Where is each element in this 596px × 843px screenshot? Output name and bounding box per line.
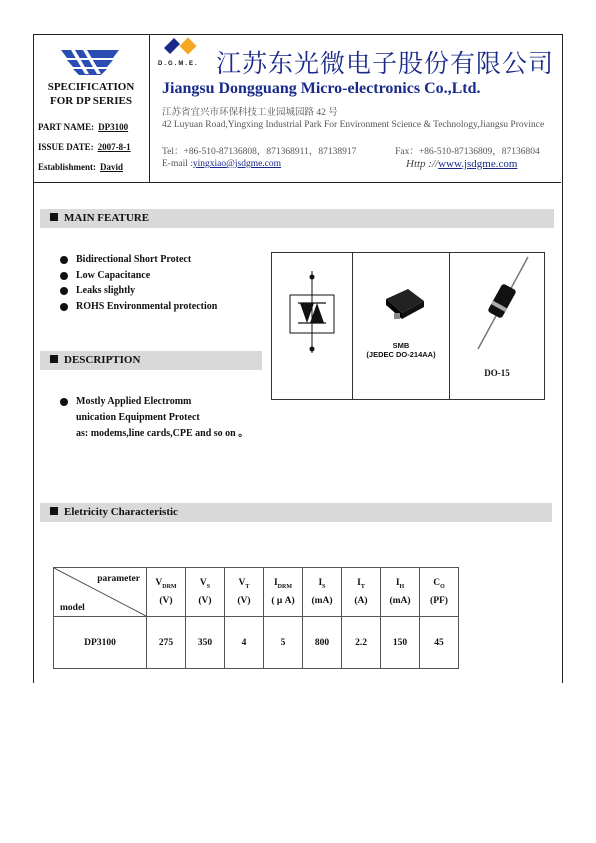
- package-figure-box: [271, 252, 545, 400]
- col-symbol: V: [238, 578, 246, 589]
- value-cell: 5: [264, 617, 303, 669]
- value-cell: 150: [381, 617, 420, 669]
- do15-package-icon: [472, 255, 532, 351]
- header-model-label: model: [60, 603, 85, 613]
- description-line: as: modems,line cards,CPE and so on 。: [76, 428, 249, 439]
- issue-date-value: 2007-8-1: [97, 142, 131, 152]
- table-row: [54, 617, 459, 669]
- company-name-en: Jiangsu Dongguang Micro-electronics Co.,Ltd.: [162, 80, 481, 97]
- column-header: [225, 568, 264, 617]
- header-corner-cell: [54, 568, 147, 617]
- header-left-panel: [33, 34, 150, 182]
- feature-text: ROHS Environmental protection: [76, 300, 218, 312]
- col-unit: (V): [198, 595, 212, 606]
- col-symbol: V: [199, 578, 207, 589]
- bullet-dot-icon: [60, 303, 68, 311]
- col-unit: (V): [237, 595, 251, 606]
- description-line: unication Equipment Protect: [76, 412, 200, 423]
- model-cell: DP3100: [54, 617, 147, 669]
- main-feature-list: [60, 252, 217, 314]
- electricity-title: Eletricity Characteristic: [64, 506, 178, 518]
- part-name-value: DP3100: [98, 122, 129, 132]
- divider: [352, 253, 353, 399]
- col-subscript: S: [322, 583, 326, 590]
- electricity-table: [53, 567, 459, 669]
- email-label: E-mail :: [162, 159, 193, 169]
- col-subscript: O: [440, 583, 445, 590]
- smb-label: [354, 341, 448, 359]
- col-symbol: I: [318, 578, 323, 589]
- smb-name: SMB: [392, 341, 410, 350]
- col-unit: (mA): [311, 595, 333, 606]
- col-symbol: I: [273, 578, 278, 589]
- column-header: [147, 568, 186, 617]
- col-unit: (V): [159, 595, 173, 606]
- tel-fax-row: [162, 143, 540, 157]
- col-unit: (A): [354, 595, 368, 606]
- square-bullet-icon: [50, 507, 58, 515]
- header-right-panel: [150, 34, 561, 182]
- col-subscript: T: [360, 583, 365, 590]
- list-item: [60, 299, 217, 315]
- list-item: [60, 268, 217, 284]
- col-symbol: C: [433, 578, 441, 589]
- col-unit: (PF): [430, 595, 448, 606]
- col-subscript: H: [399, 583, 405, 590]
- spec-title-line-2: FOR DP SERIES: [50, 95, 132, 107]
- part-name-row: [38, 122, 128, 132]
- establishment-value: David: [100, 162, 124, 172]
- description-header: [40, 351, 262, 370]
- bullet-dot-icon: [60, 256, 68, 264]
- bullet-dot-icon: [60, 398, 68, 406]
- tel-text: Tel：+86-510-87136808，871368911，87138917: [162, 147, 357, 157]
- establishment-label: Establishment:: [38, 162, 97, 172]
- value-cell: 800: [303, 617, 342, 669]
- col-symbol: V: [155, 578, 163, 589]
- company-name-cn: 江苏东光微电子股份有限公司: [216, 49, 555, 78]
- fax-text: Fax：+86-510-87136809，87136804: [395, 147, 540, 157]
- smb-jedec: (JEDEC DO-214AA): [366, 350, 436, 359]
- table-header-row: [54, 568, 459, 617]
- bidirectional-thyristor-symbol-icon: [280, 267, 344, 359]
- main-feature-title: MAIN FEATURE: [64, 212, 150, 224]
- col-subscript: S: [206, 583, 211, 590]
- value-cell: 350: [186, 617, 225, 669]
- square-bullet-icon: [50, 355, 58, 363]
- col-unit: ( μ A): [271, 595, 295, 606]
- list-item: [60, 283, 217, 299]
- col-symbol: I: [395, 578, 400, 589]
- issue-date-row: [38, 142, 131, 152]
- description-title: DESCRIPTION: [64, 354, 141, 366]
- value-cell: 275: [147, 617, 186, 669]
- website-row: [406, 158, 517, 170]
- column-header: [342, 568, 381, 617]
- col-subscript: DRM: [277, 583, 293, 590]
- header-parameter-label: parameter: [97, 574, 140, 584]
- smb-package-icon: [380, 285, 428, 325]
- bullet-dot-icon: [60, 272, 68, 280]
- bullet-dot-icon: [60, 287, 68, 295]
- col-unit: (mA): [389, 595, 411, 606]
- feature-text: Low Capacitance: [76, 269, 151, 281]
- address-cn: 江苏省宜兴市环保科技工业园城园路 42 号: [162, 108, 338, 118]
- feature-text: Leaks slightly: [76, 285, 136, 296]
- electricity-header: [40, 503, 552, 522]
- email-link[interactable]: yingxiao@jsdgme.com: [192, 159, 282, 169]
- square-bullet-icon: [50, 213, 58, 221]
- http-label: Http ://: [406, 158, 439, 170]
- feature-text: Bidirectional Short Protect: [76, 254, 192, 265]
- part-name-label: PART NAME:: [38, 122, 95, 132]
- dgme-logo-text: D.G.M.E.: [158, 61, 199, 67]
- value-cell: 4: [225, 617, 264, 669]
- dgme-wave-logo-icon: [55, 48, 125, 76]
- column-header: [186, 568, 225, 617]
- col-subscript: DRM: [162, 583, 177, 590]
- column-header: [381, 568, 420, 617]
- column-header: [264, 568, 303, 617]
- address-en: 42 Luyuan Road,Yingxing Industrial Park For Environment Science & Technology,Jiangsu Province: [162, 120, 545, 130]
- column-header: [303, 568, 342, 617]
- header: [33, 34, 561, 183]
- description-text: [60, 394, 248, 442]
- col-subscript: T: [245, 583, 250, 590]
- col-symbol: I: [357, 578, 361, 589]
- description-line: Mostly Applied Electromm: [76, 396, 192, 407]
- value-cell: 45: [420, 617, 459, 669]
- website-link[interactable]: www.jsdgme.com: [438, 158, 518, 170]
- list-item: [60, 252, 217, 268]
- spec-title-line-1: SPECIFICATION: [47, 81, 135, 93]
- value-cell: 2.2: [342, 617, 381, 669]
- establishment-row: [38, 162, 123, 172]
- do15-label: DO-15: [484, 368, 510, 378]
- main-feature-header: [40, 209, 554, 228]
- column-header: [420, 568, 459, 617]
- email-row: [162, 159, 281, 169]
- issue-date-label: ISSUE DATE:: [38, 142, 94, 152]
